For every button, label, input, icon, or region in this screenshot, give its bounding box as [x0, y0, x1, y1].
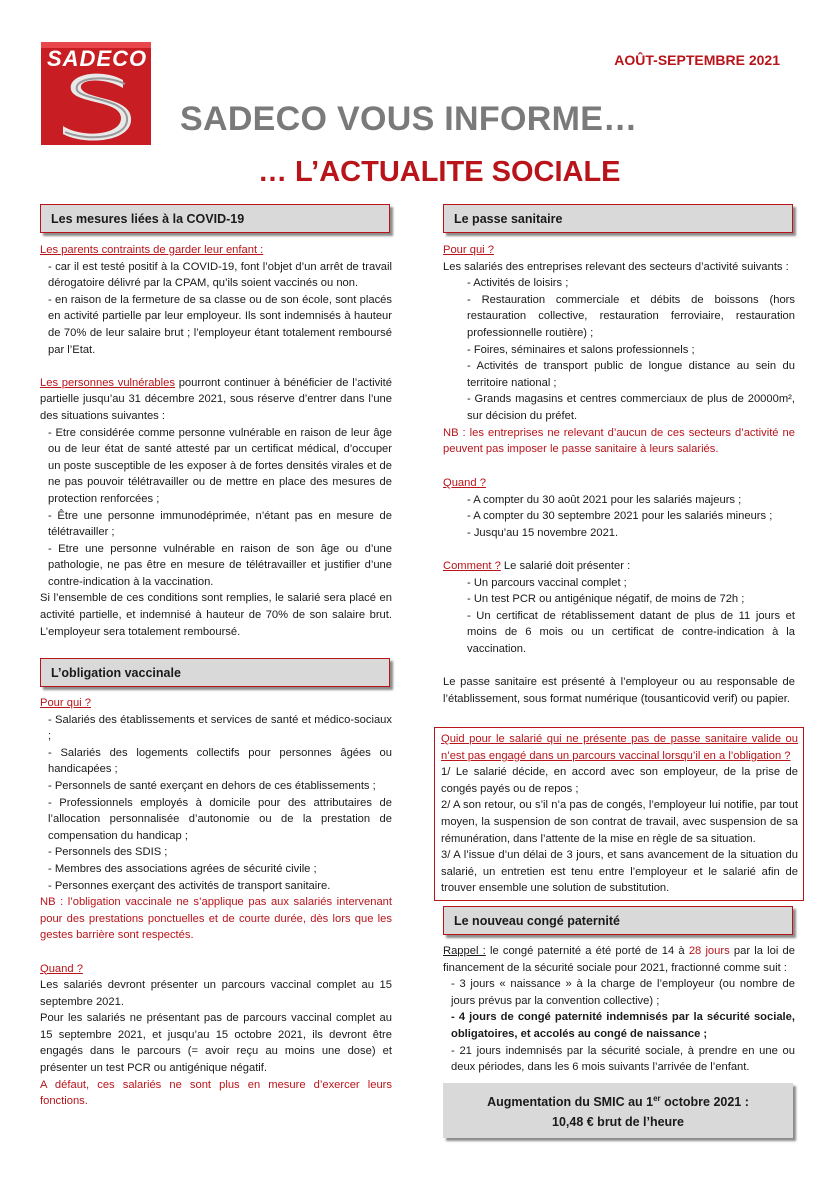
- covid-conclusion: Si l’ensemble de ces conditions sont remplies, le salarié sera placé en activité partielle, et indemnisé à hauteur de 70% de son salaire brut. L’employeur sera totalement remboursé.: [40, 592, 392, 638]
- issue-date: AOÛT-SEPTEMBRE 2021: [614, 52, 780, 68]
- passe-pour-qui-title: Pour qui ?: [443, 244, 494, 256]
- pour-qui-item: - Personnes exerçant des activités de transport sanitaire.: [48, 879, 331, 892]
- obligation-heading: L’obligation vaccinale: [40, 658, 390, 687]
- paternite-item: - 3 jours « naissance » à la charge de l’employeur (ou nombre de jours prévus par la convention collective) ;: [451, 978, 795, 1007]
- sans-passe-box: [434, 727, 804, 901]
- sector-item: - Foires, séminaires et salons professionnels ;: [467, 343, 695, 356]
- smic-line1: [443, 1089, 793, 1112]
- rappel-label: Rappel :: [443, 945, 486, 957]
- comment-item: - Un test PCR ou antigénique négatif, de moins de 72h ;: [467, 593, 745, 606]
- rappel-text: par la loi de financement de la sécurité sociale pour 2021, fractionné comme suit :: [443, 945, 795, 974]
- pour-qui-item: - Salariés des établissements et services de santé et médico-sociaux ;: [48, 713, 392, 743]
- passe-presentation: Le passe sanitaire est présenté à l’employeur ou au responsable de l’établissement, sous format numérique (tousanticovid verif) ou papier.: [443, 676, 795, 705]
- paternite-item: - 4 jours de congé paternité indemnisés par la sécurité sociale, obligatoires, et accolés au congé de naissance ;: [451, 1011, 795, 1040]
- smic-sup: er: [653, 1093, 661, 1103]
- smic-label: Augmentation du SMIC au 1: [487, 1095, 654, 1110]
- logo-text: SADECO: [47, 46, 148, 71]
- passe-nb: NB : les entreprises ne relevant d’aucun de ces secteurs d’activité ne peuvent pas imposer le passe sanitaire à leurs salariés.: [443, 426, 795, 456]
- passe-quand-title: Quand ?: [443, 477, 486, 489]
- obligation-section: [40, 695, 392, 1110]
- sector-item: - Grands magasins et centres commerciaux de plus de 20000m², sur décision du préfet.: [467, 393, 795, 422]
- sadeco-logo: [41, 42, 151, 145]
- pour-qui-item: - Salariés des logements collectifs pour personnes âgées ou handicapées ;: [48, 746, 392, 776]
- quand-title: Quand ?: [40, 962, 83, 975]
- covid-heading: Les mesures liées à la COVID-19: [40, 204, 390, 233]
- covid-section: [40, 242, 392, 640]
- smic-label-end: octobre 2021 :: [660, 1095, 749, 1110]
- pour-qui-item: - Professionnels employés à domicile pour des attributaires de l’allocation personnalisée d’autonomie ou de la prestation de compensation du handicap ;: [48, 796, 392, 842]
- quand-item: - Jusqu’au 15 novembre 2021.: [467, 526, 619, 539]
- pour-qui-item: - Membres des associations agrées de sécurité civile ;: [48, 862, 317, 875]
- quand-paragraph: Les salariés devront présenter un parcours vaccinal complet au 15 septembre 2021.: [40, 979, 392, 1008]
- rappel-text: le congé paternité a été porté de 14 à: [485, 945, 689, 957]
- pour-qui-title: Pour qui ?: [40, 697, 91, 709]
- comment-item: - Un parcours vaccinal complet ;: [467, 576, 627, 589]
- quand-item: - A compter du 30 août 2021 pour les salariés majeurs ;: [467, 493, 742, 506]
- vulnerables-item: - Être une personne immunodéprimée, n’étant pas en mesure de télétravailler ;: [48, 509, 392, 539]
- sans-passe-title: Quid pour le salarié qui ne présente pas de passe sanitaire valide ou n’est pas engagé dans un parcours vaccinal lorsqu’il en a l’obligation ?: [441, 733, 798, 762]
- page-subtitle: … L’ACTUALITE SOCIALE: [258, 156, 621, 188]
- vulnerables-item: - Etre une personne vulnérable en raison de son âge ou d’une pathologie, ne pas être en mesure de télétravailler et justifier d’une contre-indication à la vaccination.: [48, 542, 392, 588]
- paternite-item: - 21 jours indemnisés par la sécurité sociale, à prendre en une ou deux périodes, dans les 6 mois suivants l’arrivée de l’enfant.: [451, 1044, 795, 1074]
- quand-warning: A défaut, ces salariés ne sont plus en mesure d’exercer leurs fonctions.: [40, 1078, 392, 1108]
- comment-intro: Le salarié doit présenter :: [500, 559, 631, 572]
- paternite-heading: Le nouveau congé paternité: [443, 906, 793, 935]
- page-title: SADECO VOUS INFORME…: [180, 100, 638, 138]
- vulnerables-title: Les personnes vulnérables: [40, 376, 175, 389]
- rappel-days: 28 jours: [688, 945, 730, 957]
- comment-item: - Un certificat de rétablissement datant de plus de 11 jours et moins de 6 mois ou un certificat de contre-indication à la vaccination.: [467, 609, 795, 655]
- paternite-section: [443, 943, 795, 1076]
- pour-qui-item: - Personnels de santé exerçant en dehors de ces établissements ;: [48, 779, 376, 792]
- passe-intro: Les salariés des entreprises relevant des secteurs d’activité suivants :: [443, 260, 789, 273]
- passe-heading: Le passe sanitaire: [443, 204, 793, 233]
- smic-value: 10,48 € brut de l’heure: [552, 1115, 684, 1130]
- pour-qui-item: - Personnels des SDIS ;: [48, 846, 168, 859]
- sans-passe-item: 3/ A l’issue d’un délai de 3 jours, et sans avancement de la situation du salarié, un entretien est tenu entre l’employeur et le salarié afin de trouver ensemble une solution de substitution.: [441, 849, 798, 895]
- parents-item: - en raison de la fermeture de sa classe ou de son école, sont placés en activité partielle par leur employeur. Ils sont indemnisés à hauteur de 70% de leur salaire brut ; l’employeur étant totalement remboursé par l’Etat.: [48, 293, 392, 356]
- vulnerables-intro: pourront continuer à bénéficier de l’activité partielle jusqu’au 31 décembre 2021, sous réserve d’entrer dans l’une des situations suivantes :: [40, 376, 393, 422]
- quand-paragraph: Pour les salariés ne présentant pas de parcours vaccinal complet au 15 septembre 2021, et jusqu’au 15 octobre 2021, ils devront être engagés dans le parcours (= avoir reçu au moins une dose) et présenter un test PCR ou antigénique négatif.: [40, 1012, 392, 1075]
- parents-item: - car il est testé positif à la COVID-19, font l’objet d’un arrêt de travail dérogatoire délivré par la CPAM, qu’ils soient vaccinés ou non.: [48, 260, 392, 290]
- obligation-nb: NB : l’obligation vaccinale ne s’applique pas aux salariés intervenant pour des prestations ponctuelles et de courte durée, dès lors que les gestes barrière sont respectés.: [40, 896, 392, 942]
- sector-item: - Restauration commerciale et débits de boissons (hors restauration collective, restauration ferroviaire, restauration professionnelle routière) ;: [467, 293, 795, 339]
- sans-passe-item: 2/ A son retour, ou s’il n’a pas de congés, l’employeur lui notifie, par tout moyen, la suspension de son contrat de travail, avec suspension de sa rémunération, dans l’attente de la mise en règle de sa situation.: [441, 799, 798, 845]
- vulnerables-item: - Etre considérée comme personne vulnérable en raison de leur âge ou de leur état de santé attesté par un certificat médical, d’occuper un poste susceptible de les exposer à de fortes densités virales et de ne pas pouvoir télétravailler ou de mettre en place des mesures de protection renforcées ;: [48, 426, 392, 505]
- sans-passe-item: 1/ Le salarié décide, en accord avec son employeur, de la prise de congés payés ou de repos ;: [441, 766, 798, 795]
- smic-box: [443, 1083, 793, 1138]
- passe-section: [443, 242, 795, 458]
- sector-item: - Activités de loisirs ;: [467, 277, 569, 290]
- quand-item: - A compter du 30 septembre 2021 pour les salariés mineurs ;: [467, 510, 773, 523]
- parents-title: Les parents contraints de garder leur enfant :: [40, 244, 264, 256]
- sector-item: - Activités de transport public de longue distance au sein du territoire national ;: [467, 360, 795, 389]
- passe-quand-section: [443, 475, 795, 707]
- comment-title: Comment ?: [443, 559, 501, 572]
